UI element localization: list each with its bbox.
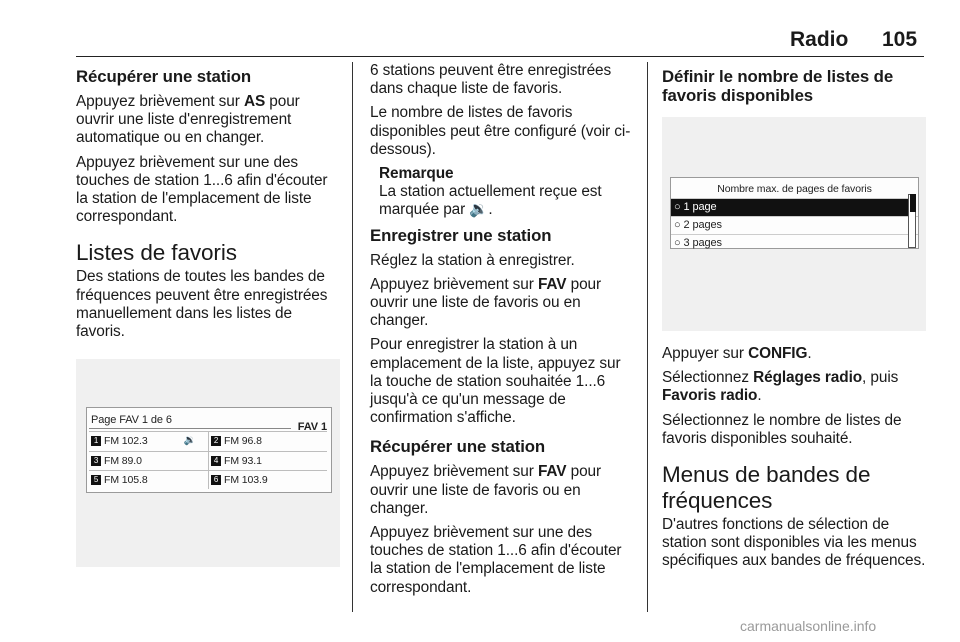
scrollbar-thumb — [910, 194, 916, 212]
text: Appuyez brièvement sur — [370, 463, 538, 481]
paragraph — [662, 369, 926, 405]
text: Appuyez brièvement sur — [76, 93, 244, 110]
slot-number: 2 — [211, 436, 221, 446]
option-row-selected — [671, 198, 908, 216]
option-row — [671, 216, 918, 234]
text: pour ouvrir une liste de favoris ou en changer. — [370, 275, 602, 330]
menu-label: Réglages radio — [753, 369, 863, 387]
paragraph — [662, 345, 926, 363]
radio-icon: ○ — [674, 201, 681, 214]
text: Appuyer sur — [662, 345, 749, 362]
fav-station-slot — [89, 470, 208, 489]
column-1 — [76, 62, 340, 567]
paragraph: Le nombre de listes de favoris disponibles peut être configuré (voir ci-dessous). — [370, 104, 631, 158]
note-title: Remarque — [379, 165, 454, 183]
station-label: FM 89.0 — [104, 454, 142, 467]
fav-station-slot — [208, 451, 327, 470]
paragraph: Pour enregistrer la station à un emplacement de la liste, appuyez sur la touche de station souhaitée 1...6 jusqu'à ce qu'un message de confirmation s'affiche. — [370, 336, 621, 427]
as-key-label: AS — [243, 93, 266, 110]
text: pour ouvrir une liste d'enregistrement automatique ou en changer. — [76, 93, 300, 147]
config-screen-photo — [662, 117, 926, 331]
paragraph: Des stations de toutes les bandes de fréquences peuvent être enregistrées manuellement dans les listes de favoris. — [76, 268, 328, 341]
heading-favorite-lists: Listes de favoris — [76, 240, 237, 266]
column-2 — [370, 62, 634, 603]
option-label: 1 page — [683, 201, 717, 214]
column-divider-2 — [647, 62, 648, 612]
favorites-display — [86, 407, 332, 493]
config-key-label: CONFIG — [748, 345, 808, 362]
paragraph: Sélectionnez le nombre de listes de favoris disponibles souhaité. — [662, 411, 902, 447]
fav-station-slot — [208, 431, 327, 450]
slot-number: 3 — [91, 456, 101, 466]
paragraph: Appuyez brièvement sur une des touches de station 1...6 afin d'écouter la station de l'emplacement de liste correspondant. — [76, 153, 328, 226]
text: . — [807, 345, 812, 362]
paragraph: 6 stations peuvent être enregistrées dans chaque liste de favoris. — [370, 62, 612, 98]
paragraph — [76, 93, 340, 148]
paragraph — [370, 276, 634, 331]
option-row — [671, 234, 918, 252]
slot-number: 4 — [211, 456, 221, 466]
option-label: 3 pages — [683, 237, 722, 250]
heading-recall-station: Récupérer une station — [370, 437, 546, 457]
paragraph: Réglez la station à enregistrer. — [370, 251, 575, 269]
station-label: FM 102.3 — [104, 435, 148, 448]
slot-number: 1 — [91, 436, 101, 446]
station-label: FM 103.9 — [224, 473, 268, 486]
menu-label: Favoris radio — [662, 387, 758, 405]
paragraph — [370, 463, 634, 518]
running-header-title: Radio — [790, 28, 849, 51]
radio-icon: ○ — [674, 237, 681, 250]
config-display — [670, 177, 919, 249]
fav-station-grid — [89, 431, 327, 489]
heading-save-station: Enregistrer une station — [370, 225, 552, 245]
column-divider-1 — [352, 62, 353, 612]
fav-tab-label: FAV 1 — [297, 421, 327, 434]
fav-tab-line — [89, 428, 291, 429]
fav-key-label: FAV — [537, 463, 567, 481]
column-3 — [662, 62, 926, 577]
watermark: carmanualsonline.info — [740, 618, 877, 634]
fav-page-header: Page FAV 1 de 6 — [91, 414, 172, 427]
fav-station-slot — [208, 470, 327, 489]
favorites-screen-photo — [76, 359, 340, 567]
fav-station-slot — [89, 451, 208, 470]
text: Appuyez brièvement sur — [370, 275, 538, 293]
page-number: 105 — [882, 28, 918, 51]
slot-number: 6 — [211, 475, 221, 485]
option-label: 2 pages — [683, 219, 722, 232]
config-header: Nombre max. de pages de favoris — [717, 183, 872, 195]
station-label: FM 105.8 — [104, 473, 148, 486]
radio-icon: ○ — [674, 219, 681, 232]
station-label: FM 96.8 — [224, 435, 262, 448]
text: . — [757, 387, 762, 405]
station-label: FM 93.1 — [224, 454, 262, 467]
heading-band-menus: Menus de bandes de fréquences — [662, 462, 871, 514]
paragraph: D'autres fonctions de sélection de station sont disponibles via les menus spécifiques aux bandes de fréquences. — [662, 516, 926, 570]
note-block — [379, 165, 634, 220]
fav-key-label: FAV — [537, 275, 567, 293]
speaker-icon: 🔉 — [183, 435, 196, 447]
heading-define-number: Définir le nombre de listes de favoris disponibles — [662, 67, 894, 105]
text: , puis — [862, 369, 899, 387]
note-body: La station actuellement reçue est marquée par 🔉. — [379, 183, 602, 219]
paragraph: Appuyez brièvement sur une des touches de station 1...6 afin d'écouter la station de l'emplacement de liste correspondant. — [370, 524, 622, 596]
text: pour ouvrir une liste de favoris ou en changer. — [370, 463, 602, 517]
slot-number: 5 — [91, 475, 101, 485]
heading-recall-station: Récupérer une station — [76, 67, 252, 86]
text: Sélectionnez — [662, 369, 754, 387]
header-rule — [76, 56, 924, 57]
fav-station-slot — [89, 431, 208, 450]
